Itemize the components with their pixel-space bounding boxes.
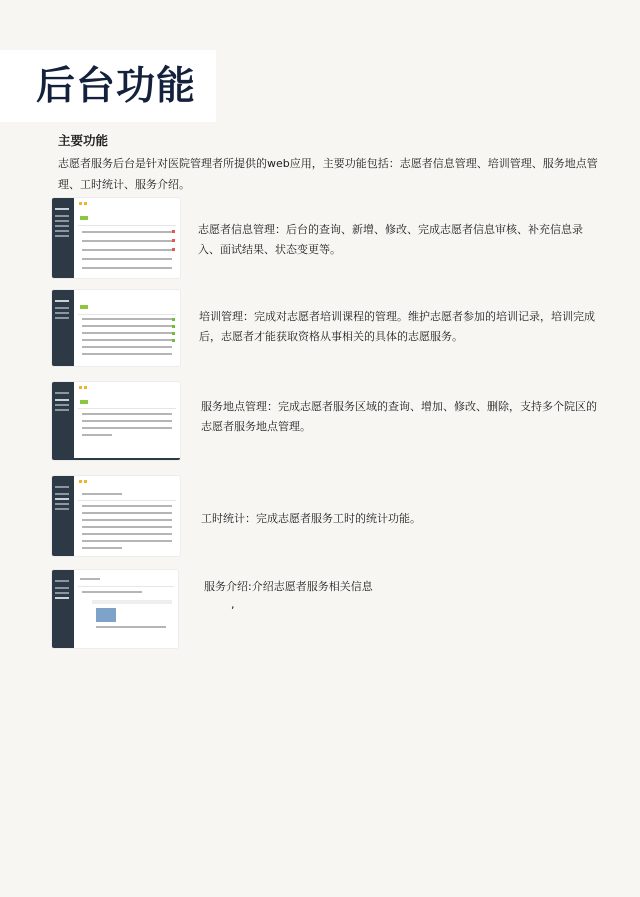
feature-work-hours: 工时统计：完成志愿者服务工时的统计功能。	[201, 512, 421, 525]
volunteer-info-screenshot	[52, 198, 180, 278]
work-hours-screenshot	[52, 476, 180, 556]
page-title: 后台功能	[36, 64, 197, 109]
training-screenshot	[52, 290, 180, 366]
service-location-screenshot	[52, 382, 180, 460]
intro-paragraph: 志愿者服务后台是针对医院管理者所提供的web应用，主要功能包括：志愿者信息管理、培训管理、服务地点管理、工时统计、服务介绍。	[58, 157, 598, 191]
feature-service-intro: 服务介绍:介绍志愿者服务相关信息	[204, 580, 373, 593]
stray-mark: ,	[231, 598, 235, 611]
service-intro-screenshot	[52, 570, 178, 648]
feature-service-location: 服务地点管理：完成志愿者服务区域的查询、增加、修改、删除，支持多个院区的志愿者服务地点管理。	[201, 400, 597, 433]
section-heading: 主要功能	[58, 133, 109, 148]
feature-volunteer-info: 志愿者信息管理：后台的查询、新增、修改、完成志愿者信息审核、补充信息录入、面试结果、状态变更等。	[198, 223, 583, 256]
feature-training: 培训管理：完成对志愿者培训课程的管理。维护志愿者参加的培训记录，培训完成后，志愿者才能获取资格从事相关的具体的志愿服务。	[199, 310, 595, 343]
